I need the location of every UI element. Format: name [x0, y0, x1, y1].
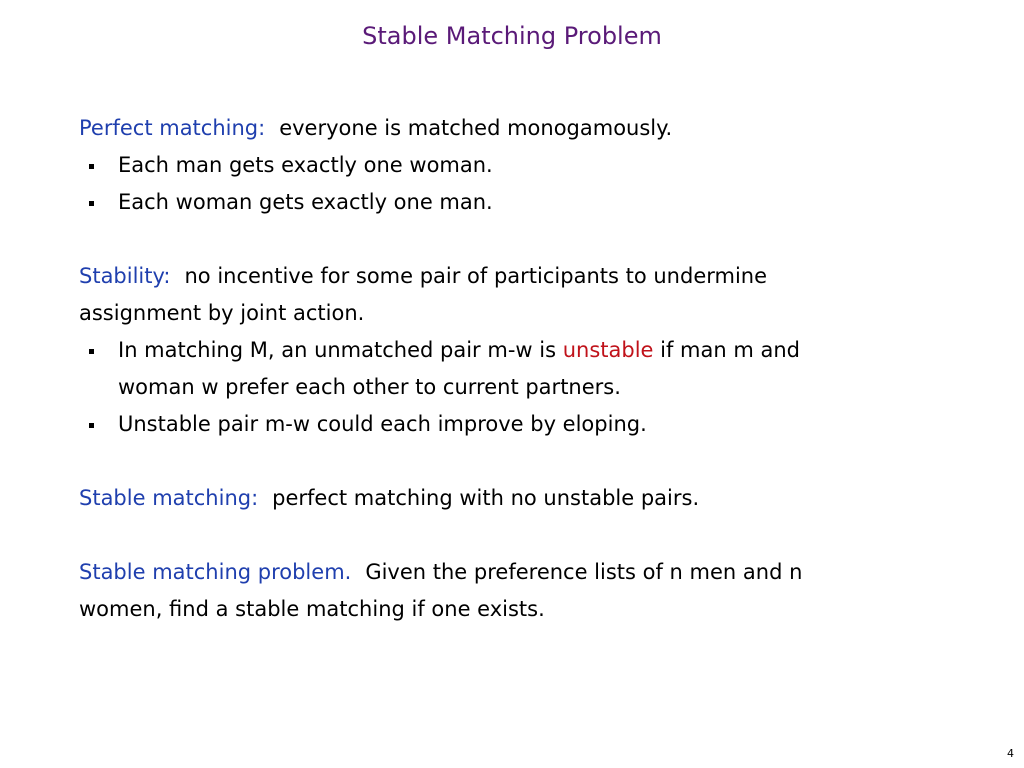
- bullet-square-icon: [89, 423, 94, 428]
- page-number: 4: [1007, 747, 1014, 760]
- list-item: [79, 147, 979, 184]
- bullet-square-icon: [89, 164, 94, 169]
- stability-bullet-2: Unstable pair m-w could each improve by eloping.: [118, 412, 647, 436]
- stability-continuation: [79, 295, 979, 332]
- slide-content: [79, 110, 979, 628]
- list-item: [79, 406, 979, 443]
- stable-matching-term: Stable matching:: [79, 486, 259, 510]
- stability-bullet-1-pre: In matching M, an unmatched pair m-w is: [118, 338, 557, 362]
- unstable-highlight: unstable: [562, 338, 654, 362]
- stability-term: Stability:: [79, 264, 171, 288]
- slide-title: Stable Matching Problem: [362, 22, 662, 50]
- stability-bullet-1-line2: woman w prefer each other to current partners.: [118, 375, 621, 399]
- perfect-bullet-1: Each man gets exactly one woman.: [118, 153, 493, 177]
- stability-definition: [79, 258, 979, 295]
- stability-bullet-1-post: if man m and: [660, 338, 801, 362]
- bullet-square-icon: [89, 349, 94, 354]
- problem-text-line1: Given the preference lists of n men and n: [365, 560, 803, 584]
- perfect-bullet-2: Each woman gets exactly one man.: [118, 190, 493, 214]
- stable-matching-definition: [79, 480, 979, 517]
- stability-text-line1: no incentive for some pair of participants to undermine: [184, 264, 768, 288]
- list-item: [79, 184, 979, 221]
- perfect-matching-term: Perfect matching:: [79, 116, 266, 140]
- stable-matching-problem-term: Stable matching problem.: [79, 560, 352, 584]
- spacer: [79, 443, 979, 480]
- list-item: [79, 332, 979, 369]
- stability-text-line2: assignment by joint action.: [79, 301, 365, 325]
- spacer: [79, 517, 979, 554]
- problem-continuation: [79, 591, 979, 628]
- problem-text-line2: women, find a stable matching if one exists.: [79, 597, 545, 621]
- spacer: [79, 221, 979, 258]
- perfect-matching-text: everyone is matched monogamously.: [279, 116, 673, 140]
- list-item-continuation: [79, 369, 979, 406]
- stable-matching-problem: [79, 554, 979, 591]
- perfect-matching-definition: [79, 110, 979, 147]
- stable-matching-text: perfect matching with no unstable pairs.: [272, 486, 700, 510]
- bullet-square-icon: [89, 201, 94, 206]
